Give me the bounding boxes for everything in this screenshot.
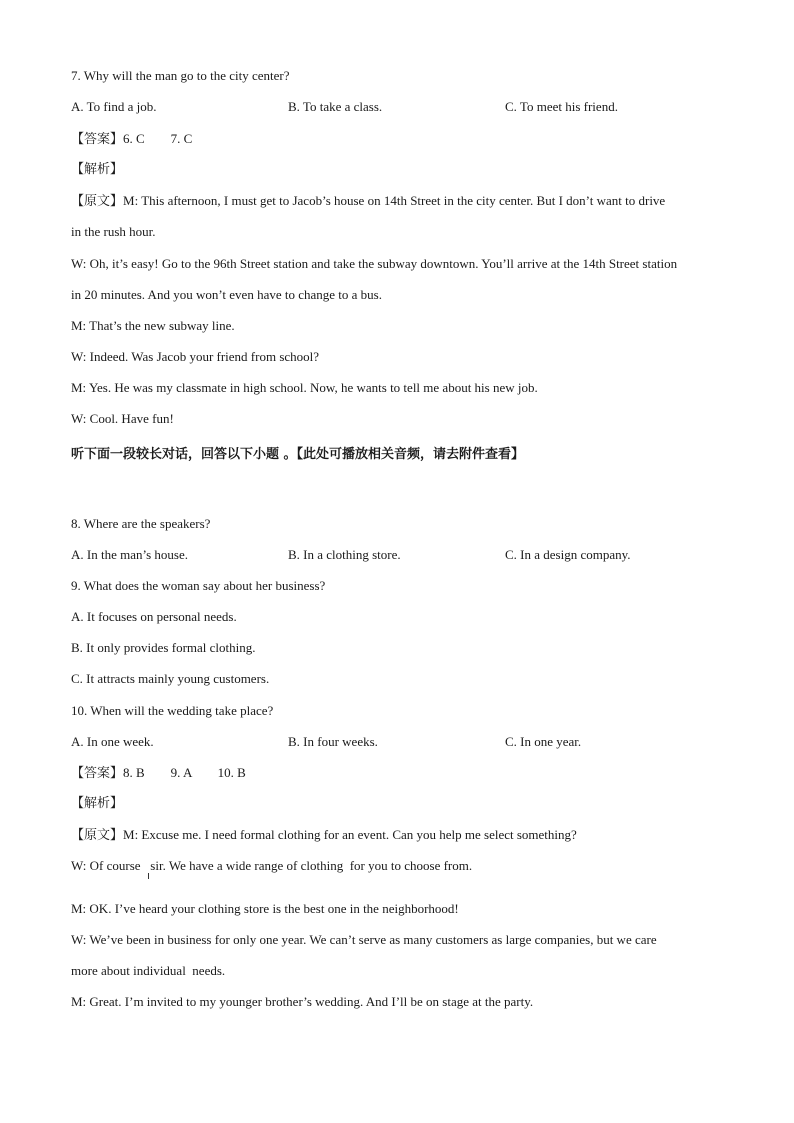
transcript-2-line-5: more about individual needs. <box>71 963 226 978</box>
transcript-2-line-3: M: OK. I’ve heard your clothing store is the best one in the neighborhood! <box>71 901 459 916</box>
transcript-tag: 【原文】 <box>71 194 124 209</box>
answer-tag: 【答案】 <box>71 132 124 147</box>
question-7: 7. Why will the man go to the city center? <box>71 68 290 83</box>
q7-option-a: A. To find a job. <box>71 99 157 114</box>
listening-instruction: 听下面一段较长对话，回答以下小题 。【此处可播放相关音频，请去附件查看】 <box>71 447 525 462</box>
transcript-1-line-6: W: Indeed. Was Jacob your friend from school? <box>71 349 320 364</box>
transcript-text: M: This afternoon, I must get to Jacob’s house on 14th Street in the city center. But I don’t want to drive <box>123 193 666 208</box>
transcript-tag: 【原文】 <box>71 828 124 843</box>
analysis-tag-1: 【解析】 <box>71 162 124 177</box>
analysis-tag-2: 【解析】 <box>71 796 124 811</box>
question-10: 10. When will the wedding take place? <box>71 703 274 718</box>
q9-option-c: C. It attracts mainly young customers. <box>71 671 270 686</box>
q10-option-b: B. In four weeks. <box>288 734 378 749</box>
transcript-1-line-3: W: Oh, it’s easy! Go to the 96th Street station and take the subway downtown. You’ll arrive at the 14th Street station <box>71 256 678 271</box>
q8-option-a: A. In the man’s house. <box>71 547 188 562</box>
q10-option-c: C. In one year. <box>505 734 582 749</box>
transcript-2-line-4: W: We’ve been in business for only one year. We can’t serve as many customers as large companies, but we care <box>71 932 657 947</box>
transcript-text: M: Excuse me. I need formal clothing for an event. Can you help me select something? <box>123 827 577 842</box>
q8-option-c: C. In a design company. <box>505 547 631 562</box>
transcript-1-line-7: M: Yes. He was my classmate in high school. Now, he wants to tell me about his new job. <box>71 380 538 395</box>
transcript-1-line-8: W: Cool. Have fun! <box>71 411 174 426</box>
transcript-1-line-5: M: That’s the new subway line. <box>71 318 235 333</box>
transcript-2-line-2: W: Of course sir. We have a wide range of clothing for you to choose from. <box>71 858 473 873</box>
transcript-1-line-1 <box>71 193 665 210</box>
q8-option-b: B. In a clothing store. <box>288 547 401 562</box>
question-8: 8. Where are the speakers? <box>71 516 211 531</box>
transcript-2-line-6: M: Great. I’m invited to my younger brother’s wedding. And I’ll be on stage at the party. <box>71 994 534 1009</box>
question-9: 9. What does the woman say about her business? <box>71 578 326 593</box>
answer-block-2 <box>71 765 246 782</box>
stray-mark <box>148 873 149 879</box>
answer-tag: 【答案】 <box>71 766 124 781</box>
transcript-2-line-1 <box>71 827 577 844</box>
answer-block-1 <box>71 131 192 148</box>
answer-text: 6. C 7. C <box>123 131 193 146</box>
q7-option-c: C. To meet his friend. <box>505 99 618 114</box>
transcript-1-line-2: in the rush hour. <box>71 224 156 239</box>
transcript-1-line-4: in 20 minutes. And you won’t even have to change to a bus. <box>71 287 382 302</box>
q9-option-b: B. It only provides formal clothing. <box>71 640 256 655</box>
q10-option-a: A. In one week. <box>71 734 154 749</box>
q7-option-b: B. To take a class. <box>288 99 383 114</box>
answer-text: 8. B 9. A 10. B <box>123 765 246 780</box>
q9-option-a: A. It focuses on personal needs. <box>71 609 237 624</box>
